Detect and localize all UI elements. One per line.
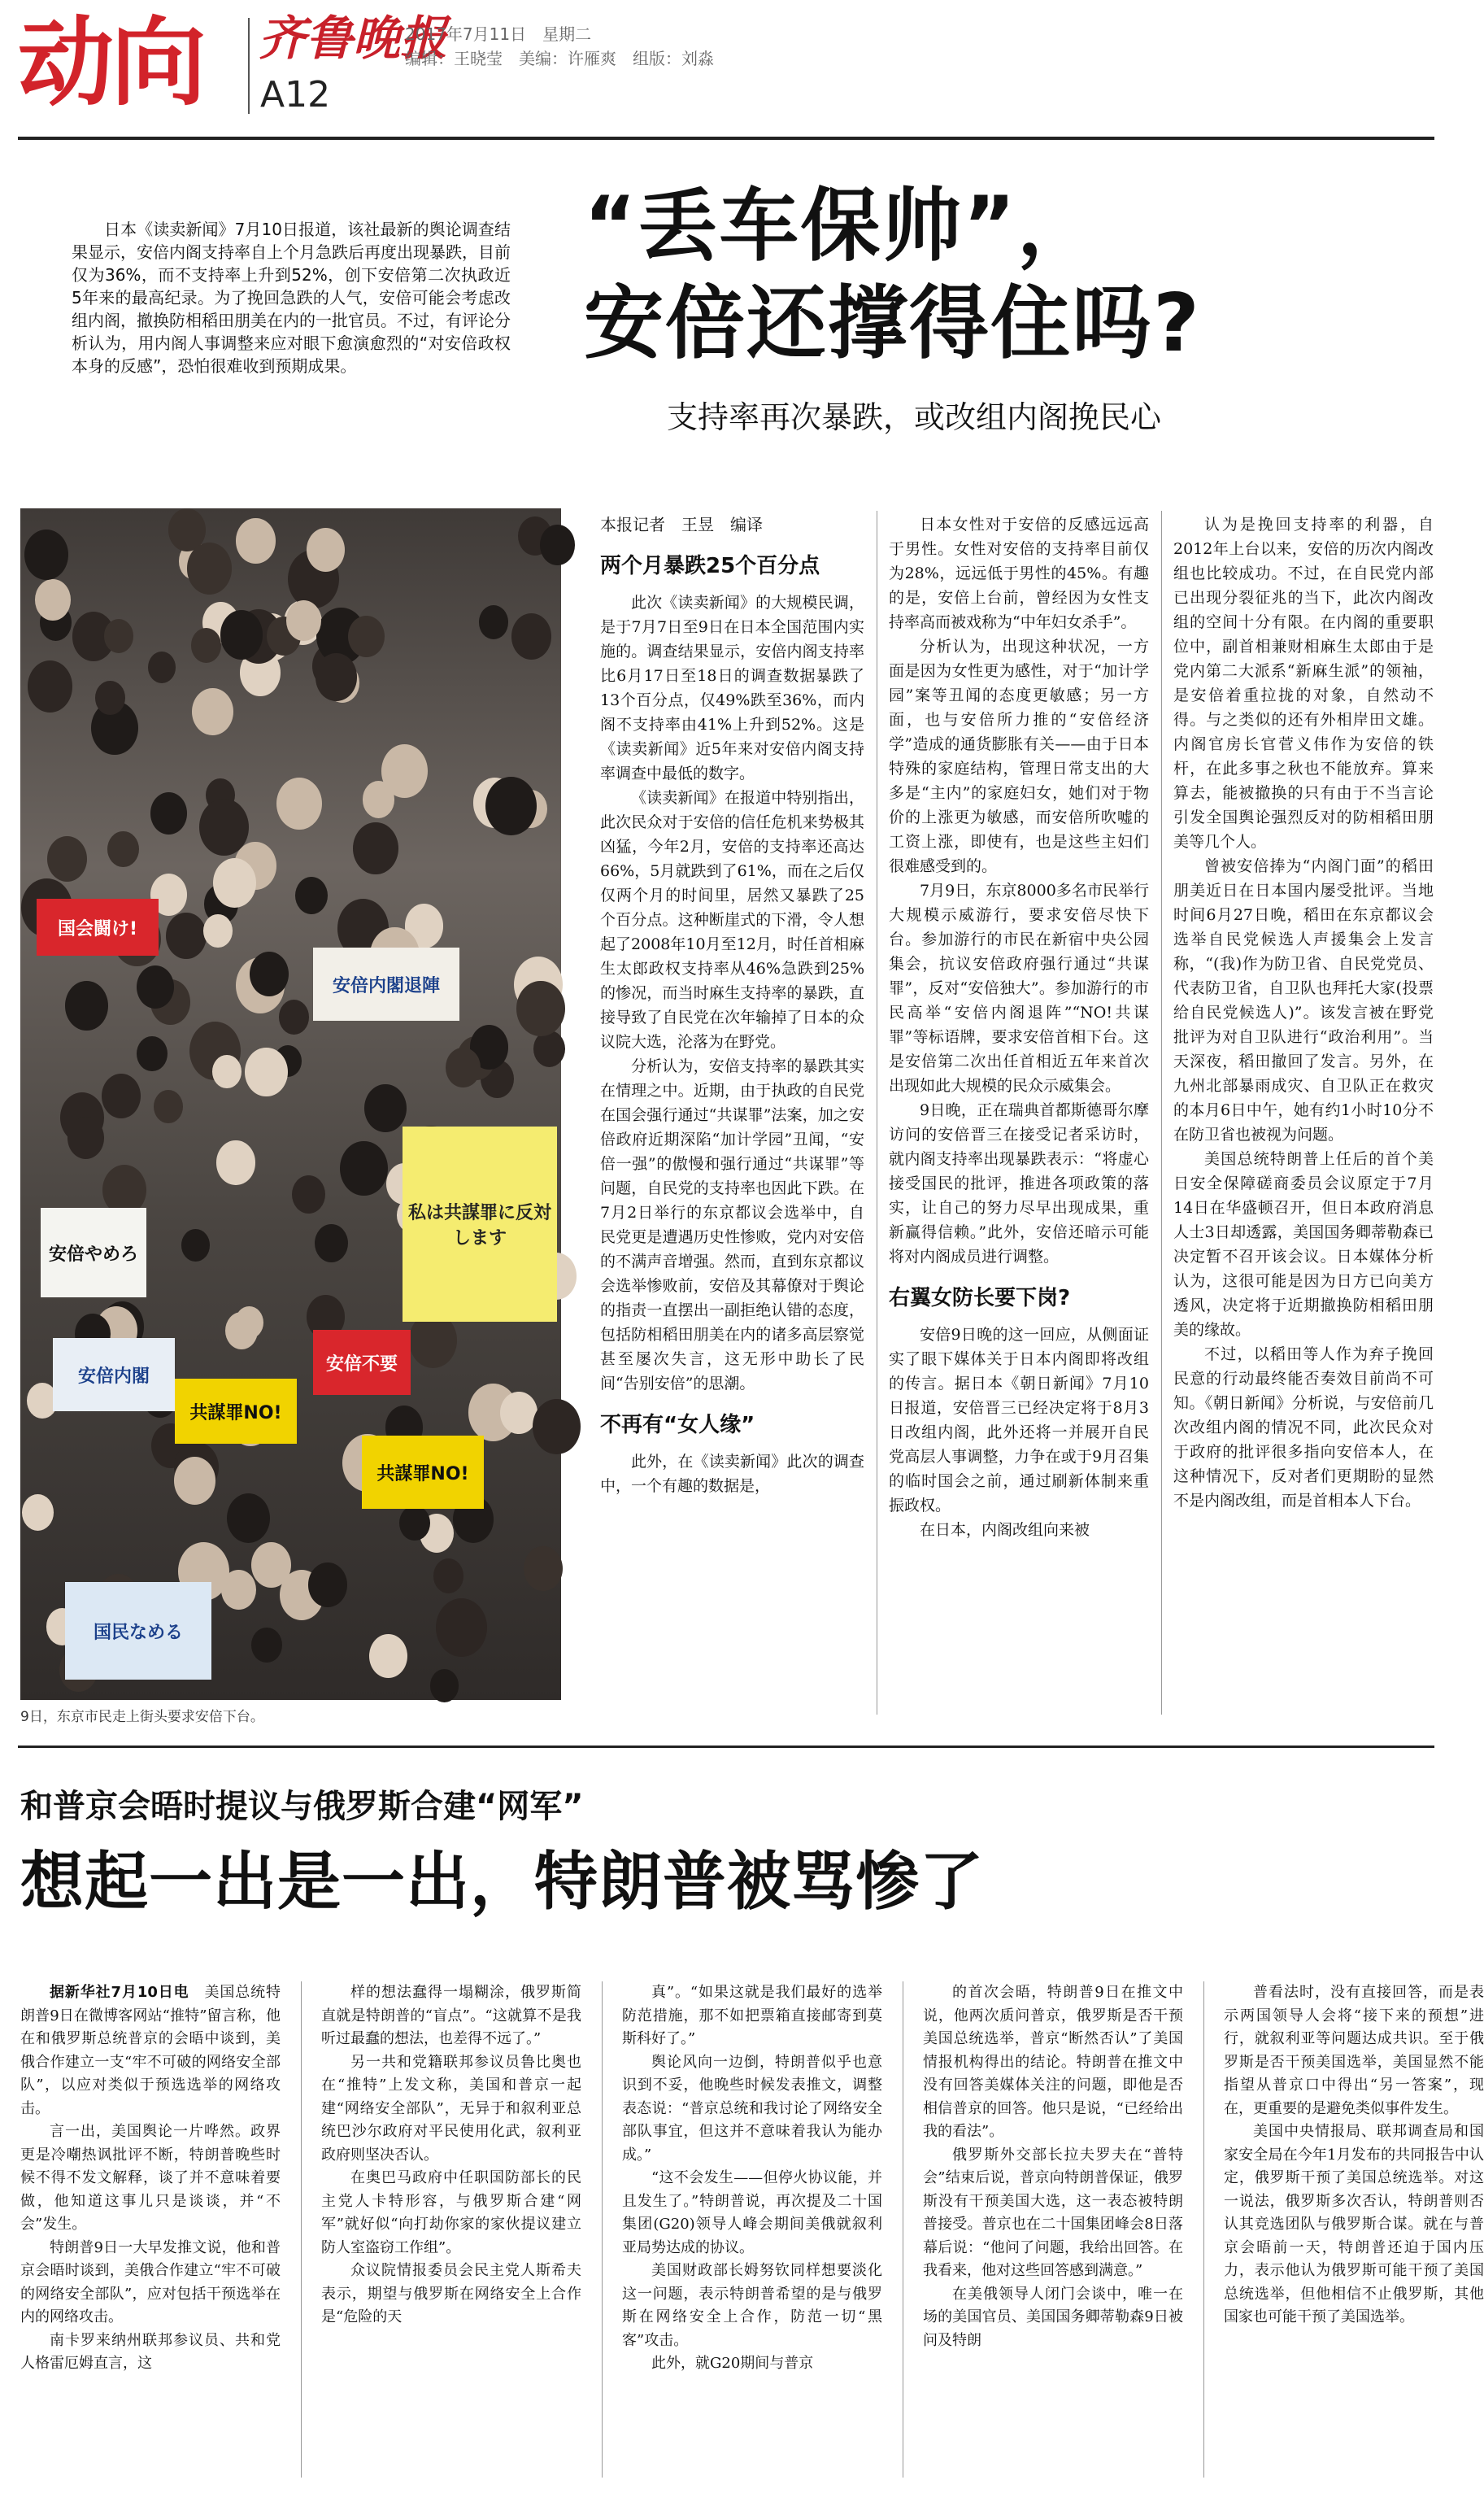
protest-photo	[20, 508, 561, 1700]
subhead-plunge: 两个月暴跌25个百分点	[600, 554, 820, 578]
crowd-figure	[192, 688, 233, 735]
crowd-figure	[35, 579, 71, 621]
crowd-figure	[137, 965, 174, 1009]
crowd-figure	[381, 744, 428, 798]
column-body	[600, 591, 864, 1498]
crowd-figure	[154, 1090, 183, 1123]
paragraph: 分析认为，安倍支持率的暴跌其实在情理之中。近期，由于执政的自民党在国会强行通过“共谋罪”法案，加之安倍政府近期深陷“加计学园”丑闻，“安倍一强”的傲慢和强行通过“共谋罪”等问题，自民党的支持率也因此下跌。在7月2日举行的东京都议会选举中，自民党更是遭遇历史性惨败，党内对安倍的不满声音增强。然而，直到东京都议会选举惨败前，安倍及其幕僚对于舆论的指责一直摆出一副拒绝认错的态度，包括防相稻田朋美在内的诸多高层察觉甚至屡次失言，这无形中助长了民间“告别安倍”的思潮。	[600, 1057, 864, 1393]
protest-placard: 安倍不要	[313, 1330, 411, 1395]
second-kicker: 和普京会晤时提议与俄罗斯合建“网军”	[20, 1788, 584, 1825]
crowd-figure	[436, 1598, 487, 1657]
protest-placard: 国会闘け!	[37, 899, 159, 956]
dateline: 据新华社7月10日电	[50, 1984, 205, 2001]
column-body	[889, 512, 1149, 1542]
paragraph: 曾被安倍捧为“内阁门面”的稻田朋美近日在日本国内屡受批评。当地时间6月27日晚，稻田在东京都议会选举自民党候选人声援集会上发言称，“(我)作为防卫省、自民党党员、代表防卫省，自卫队也拜托大家(投票给自民党候选人)”。该发言被在野党批评为对自卫队进行“政治利用”。当天深夜，稻田撤回了发言。另外，在九州北部暴雨成灾、自卫队正在救灾的本月6日中午，她有约1小时10分不在防卫省也被视为问题。	[1173, 857, 1434, 1144]
paragraph: “这不会发生——但停火协议能，并且发生了。”特朗普说，再次提及二十国集团(G20)领导人峰会期间美俄就叙利亚局势达成的协议。	[622, 2169, 882, 2256]
second-column-3	[622, 1981, 882, 2478]
paragraph: 日本女性对于安倍的反感远远高于男性。女性对安倍的支持率目前仅为28%，远远低于男性的45%。有趣的是，安倍上台前，曾经因为女性支持率高而被戏称为“中年妇女杀手”。	[889, 516, 1149, 631]
second-column-5	[1224, 1981, 1484, 2478]
crowd-figure	[227, 1493, 270, 1543]
lead-column-2	[889, 512, 1149, 1716]
paragraph: 众议院情报委员会民主党人斯希夫表示，期望与俄罗斯在网络安全上合作是“危险的天	[321, 2262, 581, 2325]
crowd-figure	[279, 1000, 309, 1035]
crowd-figure	[67, 1117, 104, 1159]
crowd-figure	[485, 777, 537, 836]
paragraph: 此外，在《读卖新闻》此次的调查中，一个有趣的数据是，	[600, 1453, 864, 1495]
crowd-figure	[220, 610, 263, 659]
crowd-figure	[308, 1562, 347, 1607]
headline-line-2: 安倍还撑得住吗?	[584, 277, 1201, 370]
crowd-figure	[533, 1399, 581, 1454]
paragraph: 南卡罗来纳州联邦参议员、共和党人格雷厄姆直言，这	[20, 2331, 281, 2372]
crowd-figure	[369, 1634, 407, 1678]
paragraph: 普看法时，没有直接回答，而是表示两国领导人会将“接下来的预想”进行，就叙利亚等问题达成共识。至于俄罗斯是否干预美国选举，美国显然不能指望从普京口中得出“另一答案”，现在，更重要的是避免类似事件发生。	[1224, 1984, 1484, 2117]
crowd-figure	[22, 1494, 54, 1531]
protest-placard: 私は共謀罪に反対します	[403, 1127, 557, 1322]
crowd-figure	[28, 660, 72, 712]
paragraph: 俄罗斯外交部长拉夫罗夫在“普特会”结束后说，普京向特朗普保证，俄罗斯没有干预美国大选，这一表态被特朗普接受。普京也在二十国集团峰会8日落幕后说：“他问了问题，我给出回答。在我看来，他对这些回答感到满意。”	[923, 2146, 1183, 2279]
protest-placard: 共謀罪NO!	[175, 1379, 297, 1444]
paragraph: 真”。“如果这就是我们最好的选举防范措施，那不如把票箱直接邮寄到莫斯科好了。”	[622, 1984, 882, 2047]
paragraph: 舆论风向一边倒，特朗普似乎也意识到不妥，他晚些时候发表推文，调整表态说：“普京总统和我讨论了网络安全部队事宜，但这并不意味着我认为能办成。”	[622, 2053, 882, 2164]
crowd-figure	[107, 831, 138, 867]
crowd-figure	[181, 1229, 210, 1262]
crowd-figure	[199, 799, 249, 856]
lead-intro: 日本《读卖新闻》7月10日报道，该社最新的舆论调查结果显示，安倍内阁支持率自上个月急跌后再度出现暴跌，目前仅为36%，而不支持率上升到52%，创下安倍第二次执政近5年来的最高纪录。为了挽回急跌的人气，安倍可能会考虑改组内阁，撤换防相稻田朋美在内的一批官员。不过，有评论分析认为，用内阁人事调整来应对眼下愈演愈烈的“对安倍政权本身的反感”，恐怕很难收到预期成果。	[72, 220, 511, 376]
crowd-figure	[104, 619, 133, 653]
crowd-figure	[292, 1175, 325, 1214]
crowd-figure	[250, 952, 289, 996]
paragraph: 认为是挽回支持率的利器，自2012年上台以来，安倍的历次内阁改组也比较成功。不过，在自民党内部已出现分裂征兆的当下，此次内阁改组的空间十分有限。在内阁的重要职位中，副首相兼财相麻生太郎由于是党内第二大派系“新麻生派”的领袖，是安倍着重拉拢的对象，自然动不得。与之类似的还有外相岸田文雄。内阁官房长官菅义伟作为安倍的铁杆，在此多事之秋也不能放弃。算来算去，能被撤换的只有由于不当言论引发全国舆论强烈反对的防相稻田朋美等几个人。	[1173, 516, 1434, 851]
crowd-figure	[24, 530, 68, 580]
protest-placard: 共謀罪NO!	[362, 1436, 484, 1509]
paragraph: 特朗普9日一大早发推文说，他和普京会晤时谈到，美俄合作建立“牢不可破的网络安全部队”，应对包括干预选举在内的网络攻击。	[20, 2238, 281, 2325]
paragraph: 不过，以稻田等人作为弃子挽回民意的行动最终能否奏效目前尚不可知。《朝日新闻》分析说，与安倍前几次改组内阁的情况不同，此次民众对于政府的批评很多指向安倍本人，在这种情况下，反对者们更期盼的显然不是内阁改组，而是首相本人下台。	[1173, 1345, 1434, 1510]
top-rule	[18, 137, 1434, 140]
column-rule	[1203, 1981, 1204, 2478]
crowd-figure	[212, 1055, 242, 1088]
crowd-figure	[47, 836, 87, 882]
paragraph: 此次《读卖新闻》的大规模民调，是于7月7日至9日在日本全国范围内实施的。调查结果显示，安倍内阁支持率比6月17日至18日的调查数据暴跌了13个百分点，仅49%跌至36%，而内阁不支持率由41%上升到52%。这是《读卖新闻》近5年来对安倍内阁支持率调查中最低的数字。	[600, 594, 864, 782]
paragraph: 美国总统特朗普上任后的首个美日安全保障磋商委员会议原定于7月14日在华盛顿召开，但日本政府消息人士3日却透露，美国国务卿蒂勒森已决定暂不召开该会议。日本媒体分析认为，这很可能是因为日方已向美方透风，决定将于近期撤换防相稻田朋美的缘故。	[1173, 1150, 1434, 1339]
crowd-figure	[191, 628, 221, 663]
paragraph: 的首次会晤，特朗普9日在推文中说，他两次质问普京，俄罗斯是否干预美国总统选举，普京“断然否认”了美国情报机构得出的结论。特朗普在推文中没有回答美媒体关注的问题，即他是否相信普京的回答。他只是说，“已经给出我的看法”。	[923, 1984, 1183, 2140]
second-headline: 想起一出是一出，特朗普被骂惨了	[20, 1846, 985, 1919]
crowd-figure	[225, 1312, 258, 1350]
section-rule	[18, 1746, 1434, 1748]
paragraph: 9日晚，正在瑞典首都斯德哥尔摩访问的安倍晋三在接受记者采访时，就内阁支持率出现暴跌表示：“将虚心接受国民的批评，推进各项政策的落实，让自己的努力尽早出现成果，重新赢得信赖。”此外，安倍还暗示可能将对内阁成员进行调整。	[889, 1101, 1149, 1266]
crowd-figure	[245, 1048, 287, 1096]
crowd-figure	[446, 1048, 481, 1088]
crowd-figure	[216, 1140, 255, 1184]
crowd-figure	[348, 616, 384, 657]
crowd-figure	[364, 1084, 407, 1132]
column-body	[1173, 512, 1434, 1513]
paragraph: 在日本，内阁改组向来被	[920, 1521, 1090, 1539]
crowd-figure	[251, 1542, 291, 1588]
paragraph: 言一出，美国舆论一片哗然。政界更是冷嘲热讽批评不断，特朗普晚些时候不得不发文解释，谈了并不意味着要做，他知道这事儿只是谈谈，并“不会”发生。	[20, 2123, 281, 2233]
column-rule	[1161, 511, 1162, 1715]
subhead-women: 不再有“女人缘”	[600, 1413, 755, 1437]
crowd-figure	[316, 653, 357, 700]
paragraph: 在奥巴马政府中任职国防部长的民主党人卡特形容，与俄罗斯合建“网军”就好似“向打劫你家的家伙提议建立防人室盗窃工作组”。	[321, 2169, 581, 2256]
crowd-figure	[137, 1036, 168, 1072]
crowd-figure	[276, 778, 322, 830]
paragraph: 7月9日，东京8000多名市民举行大规模示威游行，要求安倍尽快下台。参加游行的市民在新宿中央公园集会，抗议安倍政府强行通过“共谋罪”，反对“安倍独大”。参加游行的市民高举“安倍内阁退阵”“NO!共谋罪”等标语牌，要求安倍首相下台。这是安倍第二次出任首相近五年来首次出现如此大规模的民众示威集会。	[889, 882, 1149, 1095]
crowd-figure	[251, 1628, 282, 1663]
protest-placard: 国民なめる	[65, 1582, 211, 1680]
headline-line-1: “丢车保帅”，	[584, 180, 1099, 272]
crowd-figure	[315, 1224, 348, 1262]
column-rule	[602, 1981, 603, 2478]
crowd-figure	[203, 914, 233, 948]
issue-date: 2017年7月11日 星期二	[405, 24, 592, 44]
crowd-figure	[524, 1546, 563, 1591]
second-column-1	[20, 1981, 281, 2478]
column-rule	[301, 1981, 302, 2478]
paragraph: 美国财政部长姆努钦同样想要淡化这一问题，表示特朗普希望的是与俄罗斯在网络安全上合作，防范一切“黑客”攻击。	[622, 2262, 882, 2349]
paragraph-text: 美国总统特朗普9日在微博客网站“推特”留言称，他在和俄罗斯总统普京的会晤中谈到，美俄合作建立一支“牢不可破的网络安全部队”，以应对类似于预选选举的网络攻击。	[20, 1984, 281, 2117]
page-number: A12	[260, 74, 331, 115]
crowd-figure	[166, 913, 207, 960]
lead-column-1	[600, 512, 864, 1716]
subhead-defense-minister: 右翼女防长要下岗?	[889, 1286, 1071, 1310]
paragraph: 《读卖新闻》在报道中特别指出，此次民众对于安倍的信任危机来势极其凶猛，今年2月，安倍的支持率还高达66%，5月就跌到了61%，而在之后仅仅两个月的时间里，居然又暴跌了25个百分点。这种断崖式的下滑，令人想起了2008年10月至12月，时任首相麻生太郎政权支持率从46%急跌到25%的惨况，而当时麻生支持率的暴跌，直接导致了自民党在次年输掉了日本的众议院大选，沦落为在野党。	[600, 789, 864, 1051]
crowd-figure	[307, 528, 345, 572]
paragraph: 在美俄领导人闭门会谈中，唯一在场的美国官员、美国国务卿蒂勒森9日被问及特朗	[923, 2285, 1183, 2349]
protest-placard: 安倍やめろ	[41, 1208, 146, 1297]
paragraph: 分析认为，出现这种状况，一方面是因为女性更为感性，对于“加计学园”案等丑闻的态度更敏感；另一方面，也与安倍所力推的“安倍经济学”造成的通货膨胀有关——由于日本特殊的家庭结构，管理日常支出的大多是“主内”的家庭妇女，她们对于物价的上涨更为敏感，而安倍所吹嘘的工资上涨，即使有，也是这些主妇们很难感受到的。	[889, 638, 1149, 875]
crowd-figure	[236, 518, 275, 564]
paragraph: 安倍9日晚的这一回应，从侧面证实了眼下媒体关于日本内阁即将改组的传言。据日本《朝日新闻》7月10日报道，安倍晋三已经决定将于8月3日改组内阁，此外还将一并展开自民党高层人事调整，力争在或于9月召集的临时国会之前，通过刷新体制来重振政权。	[889, 1326, 1149, 1515]
paragraph: 此外，就G20期间与普京	[651, 2355, 814, 2372]
paragraph: 另一共和党籍联邦参议员鲁比奥也在“推特”上发文称，美国和普京一起建“网络安全部队”，无异于和叙利亚总统巴沙尔政府对平民使用化武，叙利亚政府则坚决否认。	[321, 2053, 581, 2164]
paragraph: 美国中央情报局、联邦调查局和国家安全局在今年1月发布的共同报告中认定，俄罗斯干预了美国总统选举。对这一说法，俄罗斯多次否认，特朗普则否认其竞选团队与俄罗斯合谋。就在与普京会晤前一天，特朗普还迫于国内压力，表示他认为俄罗斯可能干预了美国总统选举，但他相信不止俄罗斯，其他国家也可能干预了美国选举。	[1224, 2123, 1484, 2325]
paragraph	[20, 1981, 281, 2120]
crowd-figure	[353, 822, 398, 874]
protest-placard: 安倍内閣退陣	[313, 948, 459, 1021]
crowd-figure	[516, 981, 564, 1036]
masthead-divider	[248, 18, 250, 114]
section-title: 动向	[18, 7, 204, 119]
second-column-4	[923, 1981, 1183, 2478]
byline: 本报记者 王昱 编译	[600, 515, 763, 534]
lead-subheadline: 支持率再次暴跌，或改组内阁挽民心	[667, 399, 1162, 435]
crowd-figure	[430, 1669, 459, 1702]
lead-headline	[584, 177, 1438, 373]
issue-editors: 编辑：王晓莹 美编：许雁爽 组版：刘淼	[405, 49, 714, 68]
crowd-figure	[150, 792, 187, 835]
second-column-2	[321, 1981, 581, 2478]
crowd-figure	[213, 858, 256, 908]
lead-column-3	[1173, 512, 1434, 1716]
crowd-figure	[479, 605, 508, 639]
protest-placard: 安倍内閣	[53, 1338, 175, 1411]
crowd-figure	[540, 525, 575, 564]
crowd-figure	[174, 1457, 215, 1504]
crowd-figure	[102, 1074, 141, 1118]
crowd-figure	[295, 877, 328, 914]
newspaper-logo: 齐鲁晚报	[259, 11, 448, 66]
crowd-figure	[500, 1392, 537, 1434]
paragraph: 样的想法蠢得一塌糊涂，俄罗斯简直就是特朗普的“盲点”。“这就算不是我听过最蠢的想法，也差得不远了。”	[321, 1984, 581, 2047]
crowd-figure	[340, 1141, 387, 1196]
crowd-figure	[187, 543, 233, 595]
crowd-figure	[65, 981, 108, 1031]
crowd-figure	[95, 681, 124, 715]
crowd-figure	[399, 1506, 430, 1541]
crowd-figure	[433, 1558, 464, 1593]
photo-caption: 9日，东京市民走上街头要求安倍下台。	[20, 1709, 264, 1725]
crowd-figure	[148, 652, 176, 684]
crowd-figure	[511, 613, 552, 660]
